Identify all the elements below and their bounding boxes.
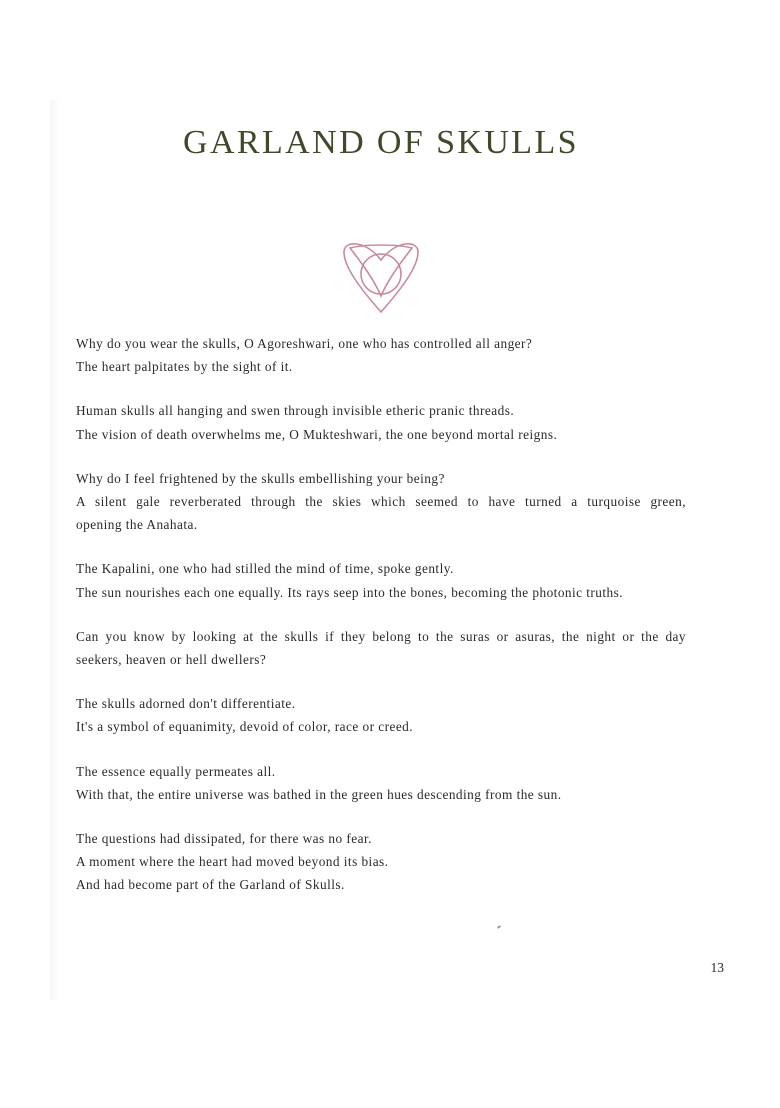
- poem-line: The vision of death overwhelms me, O Mukteshwari, the one beyond mortal reigns.: [76, 426, 558, 442]
- poem-line: A moment where the heart had moved beyond its bias.: [76, 854, 389, 870]
- poem-line: opening the Anahata.: [76, 517, 198, 533]
- poem-line: Can you know by looking at the skulls if they belong to the suras or asuras, the night or the day: [76, 628, 686, 644]
- stanza-4: [76, 557, 686, 603]
- poem-line: Human skulls all hanging and swen through invisible etheric pranic threads.: [76, 403, 515, 419]
- stanza-5: [76, 625, 686, 671]
- stanza-7: [76, 760, 686, 806]
- triquetra-icon: [338, 236, 424, 316]
- paper-speck: [497, 925, 501, 929]
- poem-line: The Kapalini, one who had stilled the mind of time, spoke gently.: [76, 561, 454, 577]
- poem-body: [76, 332, 686, 918]
- poem-line: It's a symbol of equanimity, devoid of color, race or creed.: [76, 719, 414, 735]
- poem-line: Why do you wear the skulls, O Agoreshwari, one who has controlled all anger?: [76, 336, 533, 351]
- gutter-shadow: [50, 100, 60, 1000]
- page-number: 13: [710, 960, 724, 975]
- poem-line: The heart palpitates by the sight of it.: [76, 359, 293, 375]
- stanza-8: [76, 827, 686, 897]
- poem-line: And had become part of the Garland of Skulls.: [76, 877, 345, 893]
- stanza-6: [76, 692, 686, 738]
- stanza-1: [76, 332, 686, 378]
- poem-line: The essence equally permeates all.: [76, 763, 276, 779]
- poem-line: Why do I feel frightened by the skulls embellishing your being?: [76, 470, 445, 486]
- stanza-2: [76, 399, 686, 445]
- poem-line: The skulls adorned don't differentiate.: [76, 696, 296, 712]
- page-title: GARLAND OF SKULLS: [183, 124, 579, 161]
- poem-line: The questions had dissipated, for there was no fear.: [76, 831, 372, 847]
- poem-line: seekers, heaven or hell dwellers?: [76, 652, 267, 668]
- stanza-3: [76, 467, 686, 537]
- poem-line: With that, the entire universe was bathed in the green hues descending from the sun.: [76, 786, 562, 802]
- poem-line: The sun nourishes each one equally. Its rays seep into the bones, becoming the photonic truths.: [76, 584, 624, 600]
- poem-line: A silent gale reverberated through the skies which seemed to have turned a turquoise green,: [76, 494, 686, 510]
